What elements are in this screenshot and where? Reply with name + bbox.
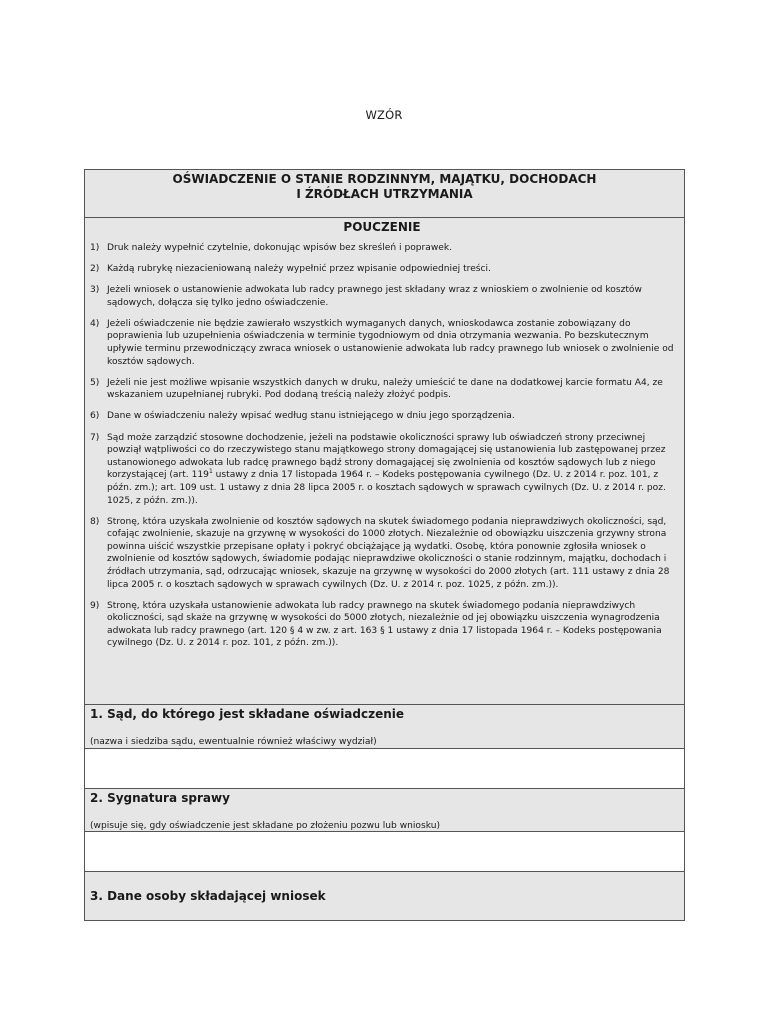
- instruction-item: [90, 284, 674, 309]
- instruction-number: 6): [90, 411, 100, 422]
- instruction-number: 8): [90, 516, 100, 527]
- section-applicant-data: [85, 872, 684, 920]
- instruction-text: Sąd może zarządzić stosowne dochodzenie, jeżeli na podstawie okoliczności sprawy lub oświadczeń strony przeciwnej powziął wątpliwości co do rzeczywistego stanu majątkowego strony domagającej się ustanowienia lub zastępowanej przez ustanowionego adwokata lub radcę prawnego bądź strony domagającej się zwolnienia od kosztów sądowych lub z niego korzystającej (art. 119: [107, 432, 666, 481]
- instruction-item: [90, 600, 674, 650]
- instruction-item: [90, 516, 674, 592]
- court-name-field[interactable]: [85, 749, 684, 789]
- instruction-number: 3): [90, 285, 100, 296]
- form-title-line-1: OŚWIADCZENIE O STANIE RODZINNYM, MAJĄTKU, DOCHODACH: [172, 172, 597, 186]
- instruction-number: 5): [90, 377, 100, 388]
- section-applicant-heading: 3. Dane osoby składającej wniosek: [90, 889, 326, 903]
- instruction-text: Jeżeli oświadczenie nie będzie zawierało wszystkich wymaganych danych, wnioskodawca zostanie zobowiązany do poprawienia lub uzupełnienia oświadczenia w terminie tygodniowym od dnia otrzymania wezwania. Po bezskutecznym upływie terminu przewodniczący zwraca wniosek o ustanowienie adwokata lub radcy prawnego lub wniosek o zwolnienie od kosztów sądowych.: [107, 318, 674, 367]
- instruction-text: Dane w oświadczeniu należy wpisać według stanu istniejącego w dniu jego sporządzenia.: [107, 411, 515, 422]
- form-title: [85, 170, 684, 218]
- section-case-number-hint: (wpisuje się, gdy oświadczenie jest składane po złożeniu pozwu lub wniosku): [90, 821, 441, 831]
- instructions-list: [90, 242, 674, 650]
- instruction-number: 1): [90, 243, 100, 253]
- section-case-number-heading: 2. Sygnatura sprawy: [90, 791, 230, 805]
- case-number-field[interactable]: [85, 832, 684, 872]
- instruction-item: [90, 410, 674, 423]
- instruction-text: Druk należy wypełnić czytelnie, dokonując wpisów bez skreśleń i poprawek.: [107, 243, 453, 253]
- instruction-text-cont: ustawy z dnia 17 listopada 1964 r. – Kodeks postępowania cywilnego (Dz. U. z 2014 r. poz. 101, z późn. zm.); art. 109 ust. 1 ustawy z dnia 28 lipca 2005 r. o kosztach sądowych w sprawach cywilnych (Dz. U. z 2014 r. poz. 1025, z późn. zm.)).: [107, 470, 666, 506]
- instructions-heading: POUCZENIE: [343, 220, 421, 234]
- section-court: [85, 705, 684, 749]
- section-court-hint: (nazwa i siedziba sądu, ewentualnie również właściwy wydział): [90, 737, 377, 747]
- form-title-line-2: I ŹRÓDŁACH UTRZYMANIA: [296, 187, 473, 201]
- instruction-item: [90, 263, 674, 276]
- instruction-item: [90, 318, 674, 368]
- instruction-text: Każdą rubrykę niezacieniowaną należy wypełnić przez wpisanie odpowiedniej treści.: [107, 264, 491, 275]
- section-case-number: [85, 789, 684, 832]
- instruction-number: 2): [90, 264, 100, 275]
- declaration-form: [84, 169, 685, 921]
- instruction-number: 7): [90, 432, 100, 443]
- instruction-text: Stronę, która uzyskała zwolnienie od kosztów sądowych na skutek świadomego podania nieprawdziwych okoliczności, sąd, cofając zwolnienie, skazuje na grzywnę w wysokości do 1000 złotych. Niezależnie od obowiązku uiszczenia grzywny strona powinna uiścić wszystkie przepisane opłaty i pokryć obciążające ją wydatki. Osobę, która ponownie zgłosiła wniosek o zwolnienie od kosztów sądowych, świadomie podając nieprawdziwe okoliczności o stanie rodzinnym, majątku, dochodach i źródłach utrzymania, sąd, odrzucając wniosek, skazuje na grzywnę w wysokości do 2000 złotych (art. 111 ustawy z dnia 28 lipca 2005 r. o kosztach sądowych w sprawach cywilnych (Dz. U. z 2014 r. poz. 1025, z późn. zm.)).: [107, 516, 670, 590]
- instruction-item: [90, 242, 674, 255]
- instruction-text: Jeżeli wniosek o ustanowienie adwokata lub radcy prawnego jest składany wraz z wnioskiem o zwolnienie od kosztów sądowych, dołącza się tylko jedno oświadczenie.: [107, 285, 642, 308]
- instructions-section: [85, 218, 684, 705]
- instruction-item: [90, 377, 674, 402]
- instruction-text: Stronę, która uzyskała ustanowienie adwokata lub radcy prawnego na skutek świadomego podania nieprawdziwych okoliczności, sąd skaże na grzywnę w wysokości do 5000 złotych, niezależnie od jej obowiązku uiszczenia wynagrodzenia adwokata lub radcy prawnego (art. 120 § 4 w zw. z art. 163 § 1 ustawy z dnia 17 listopada 1964 r. – Kodeks postępowania cywilnego (Dz. U. z 2014 r. poz. 101, z późn. zm.)).: [107, 600, 662, 649]
- section-court-heading: 1. Sąd, do którego jest składane oświadczenie: [90, 707, 405, 721]
- instruction-text: Jeżeli nie jest możliwe wpisanie wszystkich danych w druku, należy umieścić te dane na dodatkowej karcie formatu A4, ze wskazaniem uzupełnianej rubryki. Pod dodaną treścią należy złożyć podpis.: [107, 377, 663, 401]
- document-label: WZÓR: [365, 108, 403, 122]
- superscript: 1: [208, 468, 213, 476]
- instruction-number: 9): [90, 600, 100, 611]
- instruction-item: [90, 432, 674, 508]
- instruction-number: 4): [90, 318, 100, 329]
